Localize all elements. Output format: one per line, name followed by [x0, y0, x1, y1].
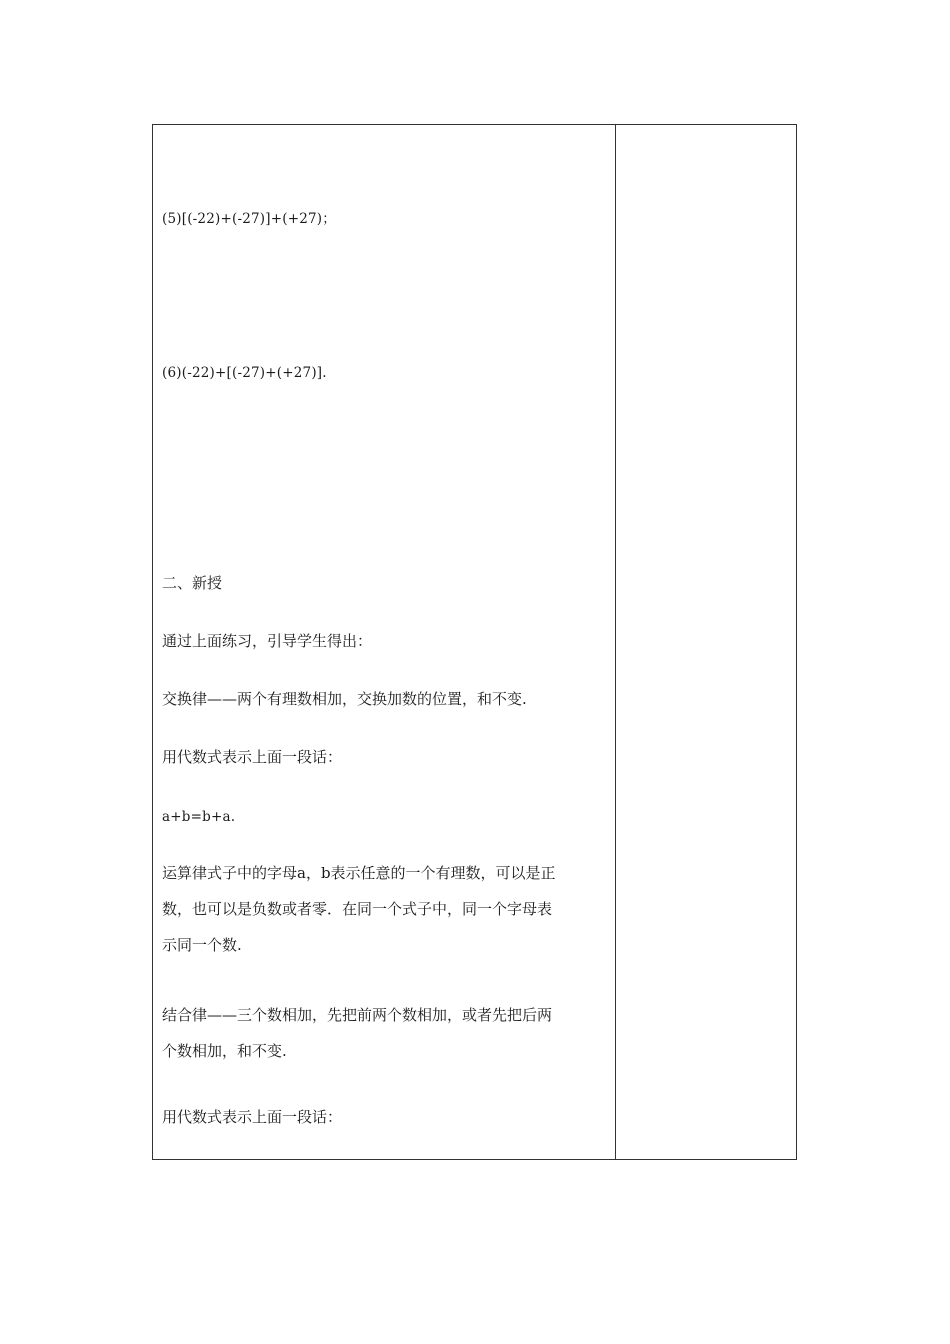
associative-paragraph [162, 997, 607, 1069]
lesson-table [152, 124, 797, 1160]
associative-line-1: 结合律——三个数相加，先把前两个数相加，或者先把后两 [162, 1006, 553, 1024]
associative-line-2: 个数相加，和不变. [162, 1042, 287, 1060]
explanation-paragraph [162, 855, 607, 963]
algebraic-prompt-1: 用代数式表示上面一段话： [162, 748, 343, 766]
explanation-line-2: 数，也可以是负数或者零．在同一个式子中，同一个字母表 [162, 900, 553, 918]
intro-text: 通过上面练习，引导学生得出： [162, 632, 373, 650]
exercise-6: (6)(-22)+[(-27)+(+27)]. [162, 365, 327, 381]
exercise-5: (5)[(-22)+(-27)]+(+27)； [162, 211, 336, 227]
explanation-line-3: 示同一个数. [162, 936, 242, 954]
section-heading: 二、新授 [162, 574, 223, 592]
commutative-formula: a+b=b+a. [162, 809, 236, 825]
algebraic-prompt-2: 用代数式表示上面一段话： [162, 1108, 343, 1126]
commutative-law: 交换律——两个有理数相加，交换加数的位置，和不变. [162, 690, 527, 708]
column-divider [615, 125, 616, 1159]
explanation-line-1: 运算律式子中的字母a，b表示任意的一个有理数，可以是正 [162, 864, 556, 882]
